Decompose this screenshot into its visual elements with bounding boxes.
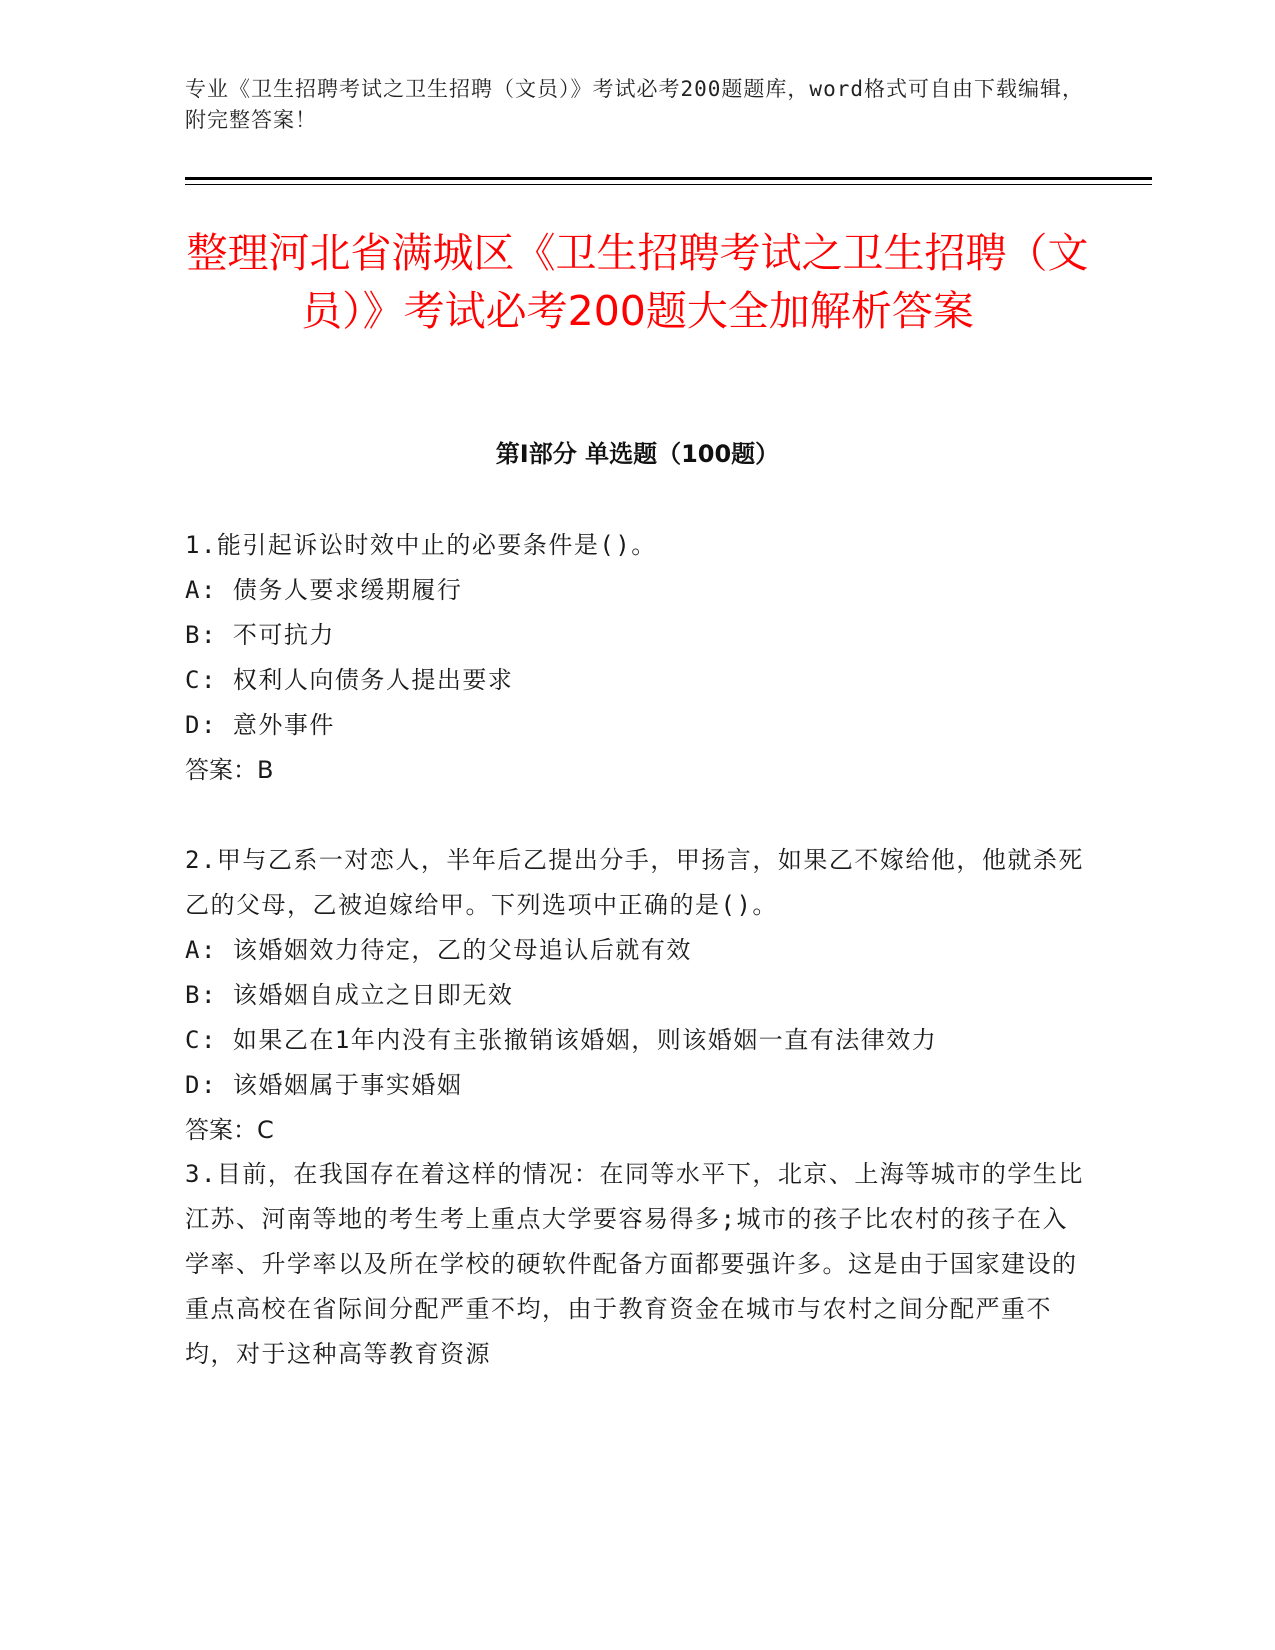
option-d: D: 意外事件: [185, 711, 335, 739]
section-heading: 第I部分 单选题（100题）: [495, 440, 780, 468]
question-stem: 3.目前，在我国存在着这样的情况：在同等水平下，北京、上海等城市的学生比江苏、河南等地的考生考上重点大学要容易得多;城市的孩子比农村的孩子在入学率、升学率以及所在学校的硬软件配备方面都要强许多。这是由于国家建设的重点高校在省际间分配严重不均，由于教育资金在城市与农村之间分配严重不均，对于这种高等教育资源: [185, 1160, 1084, 1368]
option-d: D: 该婚姻属于事实婚姻: [185, 1071, 463, 1099]
header-note: 专业《卫生招聘考试之卫生招聘（文员）》考试必考200题题库，word格式可自由下载编辑，附完整答案！: [185, 77, 1084, 132]
option-b: B: 该婚姻自成立之日即无效: [185, 981, 514, 1009]
option-a: A: 债务人要求缓期履行: [185, 576, 463, 604]
question-stem: 2.甲与乙系一对恋人，半年后乙提出分手，甲扬言，如果乙不嫁给他，他就杀死乙的父母，乙被迫嫁给甲。下列选项中正确的是()。: [185, 846, 1084, 919]
header-divider-thin: [185, 184, 1152, 185]
question-1: [185, 523, 1085, 793]
question-3: [185, 1152, 1085, 1377]
answer: 答案：C: [185, 1116, 274, 1144]
document-title: 整理河北省满城区《卫生招聘考试之卫生招聘（文员）》考试必考200题大全加解析答案: [186, 229, 1089, 335]
option-a: A: 该婚姻效力待定，乙的父母追认后就有效: [185, 936, 692, 964]
answer: 答案：B: [185, 756, 274, 784]
question-2: [185, 838, 1085, 1153]
header-divider-thick: [185, 177, 1152, 180]
question-stem: 1.能引起诉讼时效中止的必要条件是()。: [185, 531, 657, 559]
option-c: C: 如果乙在1年内没有主张撤销该婚姻，则该婚姻一直有法律效力: [185, 1026, 938, 1054]
option-c: C: 权利人向债务人提出要求: [185, 666, 514, 694]
option-b: B: 不可抗力: [185, 621, 335, 649]
